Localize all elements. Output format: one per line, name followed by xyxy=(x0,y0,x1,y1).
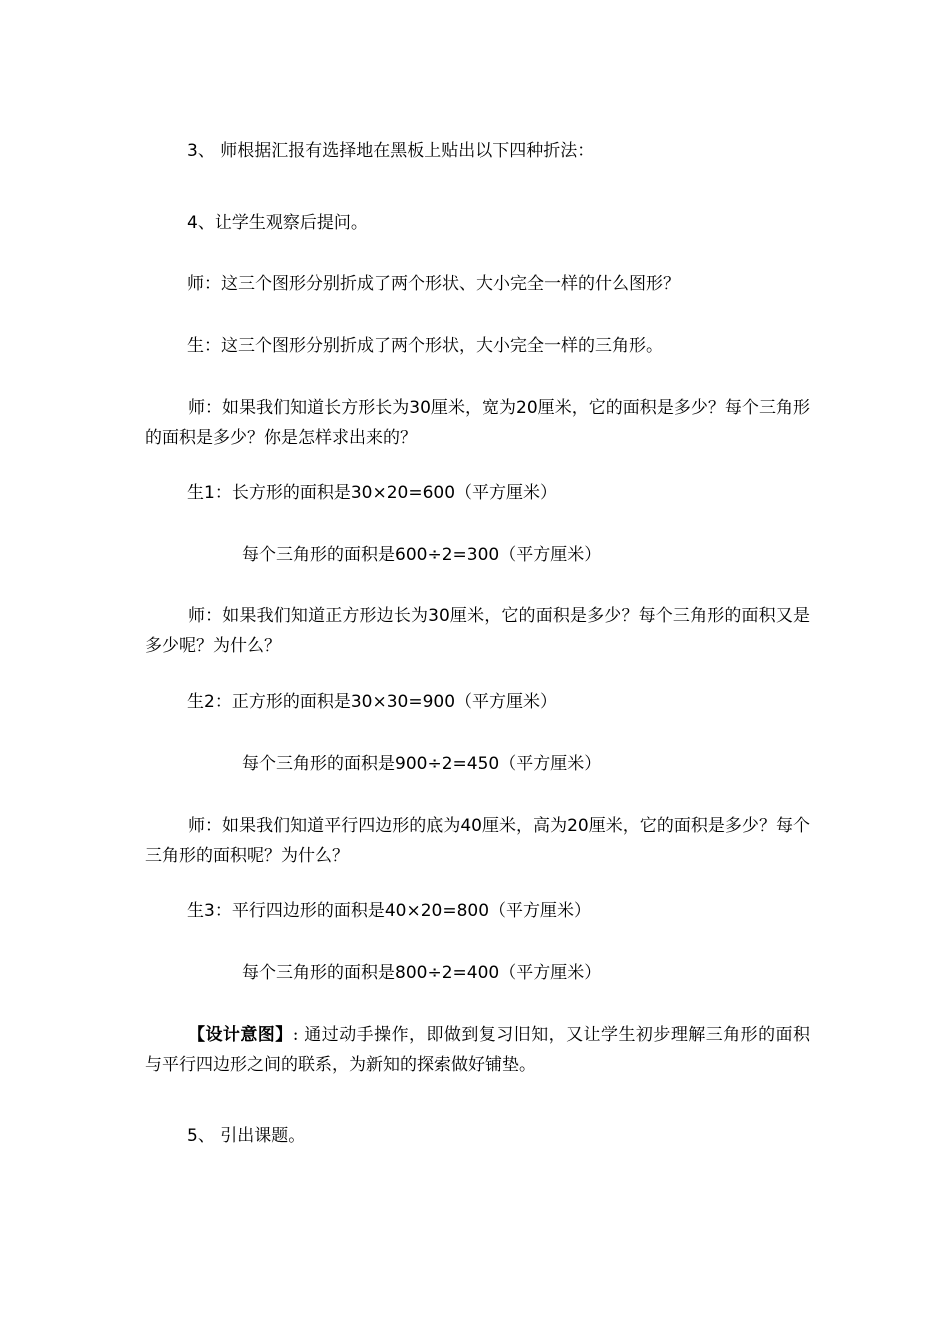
teacher-question-square: 师：如果我们知道正方形边长为30厘米，它的面积是多少？每个三角形的面积又是多少呢？为什么？ xyxy=(145,606,810,656)
teacher-question-shapes: 师：这三个图形分别折成了两个形状、大小完全一样的什么图形？ xyxy=(187,274,680,294)
student-2-square-area: 生2：正方形的面积是30×30=900（平方厘米） xyxy=(187,692,558,712)
student-2-triangle-area: 每个三角形的面积是900÷2=450（平方厘米） xyxy=(242,754,602,774)
student-3-parallelogram-area: 生3：平行四边形的面积是40×20=800（平方厘米） xyxy=(187,901,592,921)
design-intent-paragraph xyxy=(145,1020,810,1080)
student-answer-shapes: 生：这三个图形分别折成了两个形状，大小完全一样的三角形。 xyxy=(187,336,663,356)
step-5-text: 5、 引出课题。 xyxy=(187,1126,306,1146)
step-4-text: 4、让学生观察后提问。 xyxy=(187,213,368,233)
design-intent-text: : 通过动手操作，即做到复习旧知，又让学生初步理解三角形的面积与平行四边形之间的联系，为新知的探索做好铺垫。 xyxy=(145,1025,810,1075)
student-3-triangle-area: 每个三角形的面积是800÷2=400（平方厘米） xyxy=(242,963,602,983)
step-3-text: 3、 师根据汇报有选择地在黑板上贴出以下四种折法： xyxy=(187,141,595,161)
student-1-rectangle-area: 生1：长方形的面积是30×20=600（平方厘米） xyxy=(187,483,558,503)
student-1-triangle-area: 每个三角形的面积是600÷2=300（平方厘米） xyxy=(242,545,602,565)
teacher-question-rectangle: 师：如果我们知道长方形长为30厘米，宽为20厘米，它的面积是多少？每个三角形的面积是多少？你是怎样求出来的？ xyxy=(145,398,810,448)
design-intent-label: 【设计意图】 xyxy=(188,1025,293,1045)
teacher-question-parallelogram: 师：如果我们知道平行四边形的底为40厘米，高为20厘米，它的面积是多少？每个三角形的面积呢？为什么？ xyxy=(145,816,810,866)
